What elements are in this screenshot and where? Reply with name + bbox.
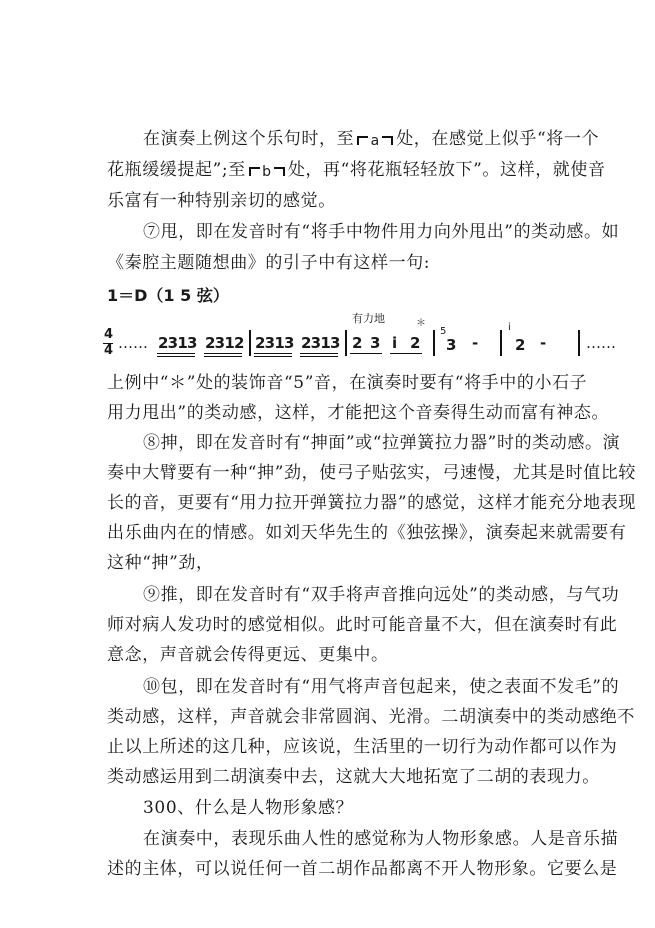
expression-mark: 有力地 [352, 312, 385, 325]
note-group: 2 3 1 3 [301, 334, 338, 352]
grace-note: 5 [440, 326, 447, 337]
time-signature-top: 4 [104, 327, 114, 342]
note-group: 2 3 1 2 [205, 334, 242, 352]
text-line [143, 128, 599, 150]
text-line: 奏中大臂要有一种“抻”劲，使弓子贴弦实，弓速慢，尤其是时值比较 [107, 463, 636, 483]
text-run: 处，再“将花瓶轻轻放下”。这样，就使音 [287, 160, 606, 180]
text-line: 止以上所述的这几种，应该说，生活里的一切行为动作都可以作为 [107, 737, 618, 757]
phrase-mark-label: a [368, 130, 382, 152]
text-line: 类动感运用到二胡演奏中去，这就大大地拓宽了二胡的表现力。 [107, 767, 600, 787]
text-line: 出乐曲内在的情感。如刘天华先生的《独弦操》，演奏起来就需要有 [107, 523, 627, 543]
text-line: 用力甩出”的类动感，这样，才能把这个音奏得生动而富有神态。 [107, 403, 610, 423]
phrase-mark-a [357, 131, 393, 149]
note: 3 [370, 334, 381, 352]
phrase-mark-label: b [260, 161, 274, 183]
text-line: 师对病人发功时的感觉相似。此时可能音量不大，但在演奏时有此 [107, 615, 618, 635]
note: 3 [446, 336, 457, 354]
note: 2 [352, 334, 363, 352]
text-run: 在演奏上例这个乐句时，至 [143, 129, 355, 149]
text-line: 上例中“＊”处的装饰音“5”音，在演奏时要有“将手中的小石子 [107, 373, 588, 393]
text-line: 述的主体，可以说任何一首二胡作品都离不开人物形象。它要么是 [107, 859, 618, 879]
text-line: 意念，声音就会传得更远、更集中。 [107, 645, 389, 665]
text-line: ⑧抻，即在发音时有“抻面”或“拉弹簧拉力器”时的类动感。演 [143, 433, 621, 453]
time-signature-bottom: 4 [104, 343, 114, 358]
note-group: 2 3 1 3 [255, 334, 292, 352]
note: 2 [410, 334, 421, 352]
star-mark: ＊ [416, 318, 426, 329]
text-line: ⑨推，即在发音时有“双手将声音推向远处”的类动感，与气功 [143, 585, 620, 605]
text-line: 类动感，这样，声音就会非常圆润、光滑。二胡演奏中的类动感绝不 [107, 707, 635, 727]
text-line: 长的音，更要有“用力拉开弹簧拉力器”的感觉，这样才能充分地表现 [107, 493, 636, 513]
lead-dots: …… [118, 334, 148, 352]
key-signature: 1＝D（1 5 弦） [107, 286, 229, 305]
note: i [392, 334, 398, 352]
music-score [100, 310, 640, 365]
note: - [540, 334, 547, 352]
end-dots: …… [586, 334, 616, 352]
phrase-mark-b [249, 162, 285, 180]
text-line [107, 159, 606, 181]
text-line: ⑩包，即在发音时有“用气将声音包起来，使之表面不发毛”的 [143, 677, 620, 697]
note: 2 [515, 336, 526, 354]
note-group: 2 3 1 3 [158, 334, 195, 352]
text-run: 处，在感觉上似乎“将一个 [396, 129, 600, 149]
text-run: 花瓶缓缓提起”;至 [107, 160, 246, 180]
text-line: 这种“抻”劲， [107, 553, 214, 573]
text-line: ⑦甩，即在发音时有“将手中物件用力向外甩出”的类动感。如 [143, 222, 620, 242]
text-line: 在演奏中，表现乐曲人性的感觉称为人物形象感。人是音乐描 [143, 829, 619, 849]
text-line: 《秦腔主题随想曲》的引子中有这样一句: [107, 253, 431, 273]
note: - [472, 334, 479, 352]
question-heading: 300、什么是人物形象感？ [143, 798, 354, 818]
grace-note: i [508, 322, 511, 333]
text-line: 乐富有一种特别亲切的感觉。 [107, 191, 336, 211]
